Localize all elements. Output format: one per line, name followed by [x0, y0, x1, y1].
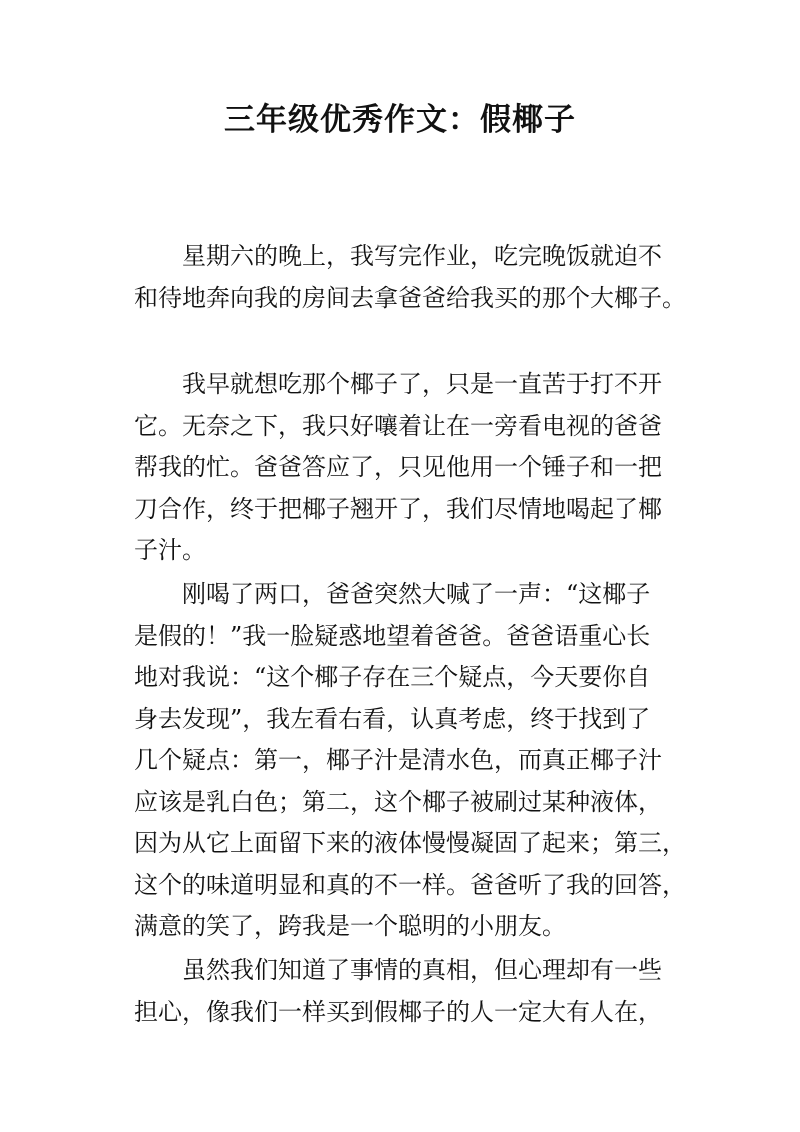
paragraph-2: [134, 364, 674, 572]
text-line: 担心，像我们一样买到假椰子的人一定大有人在，: [134, 997, 662, 1026]
text-line: 因为从它上面留下来的液体慢慢凝固了起来；第三，: [134, 829, 686, 857]
text-line: 子汁。: [134, 536, 206, 564]
paragraph-4: [134, 950, 674, 1033]
text-line: 刀合作，终于把椰子翘开了，我们尽情地喝起了椰: [134, 494, 662, 523]
document-title: 三年级优秀作文：假椰子: [224, 102, 576, 138]
text-line: 和待地奔向我的房间去拿爸爸给我买的那个大椰子。: [134, 283, 686, 312]
text-line: 这个的味道明显和真的不一样。爸爸听了我的回答，: [134, 870, 686, 899]
paragraph-1: [134, 236, 686, 319]
text-line: 满意的笑了，跨我是一个聪明的小朋友。: [134, 912, 566, 940]
paragraph-3: [134, 574, 686, 948]
text-line: 它。无奈之下，我只好嚷着让在一旁看电视的爸爸: [134, 411, 662, 440]
text-line: 星期六的晚上，我写完作业，吃完晚饭就迫不: [182, 242, 662, 270]
text-line: 是假的！”我一脸疑惑地望着爸爸。爸爸语重心长: [134, 621, 651, 650]
text-line: 几个疑点：第一，椰子汁是清水色，而真正椰子汁: [134, 746, 662, 774]
text-line: 地对我说：“这个椰子存在三个疑点，今天要你自: [134, 663, 651, 691]
text-line: 帮我的忙。爸爸答应了，只见他用一个锤子和一把: [134, 453, 662, 481]
text-line: 刚喝了两口，爸爸突然大喊了一声：“这椰子: [182, 580, 651, 608]
text-line: 虽然我们知道了事情的真相，但心理却有一些: [182, 956, 662, 984]
text-line: 应该是乳白色；第二，这个椰子被刷过某种液体，: [134, 787, 662, 816]
text-line: 我早就想吃那个椰子了，只是一直苦于打不开: [182, 370, 662, 398]
text-line: 身去发现”，我左看右看，认真考虑，终于找到了: [134, 704, 651, 733]
